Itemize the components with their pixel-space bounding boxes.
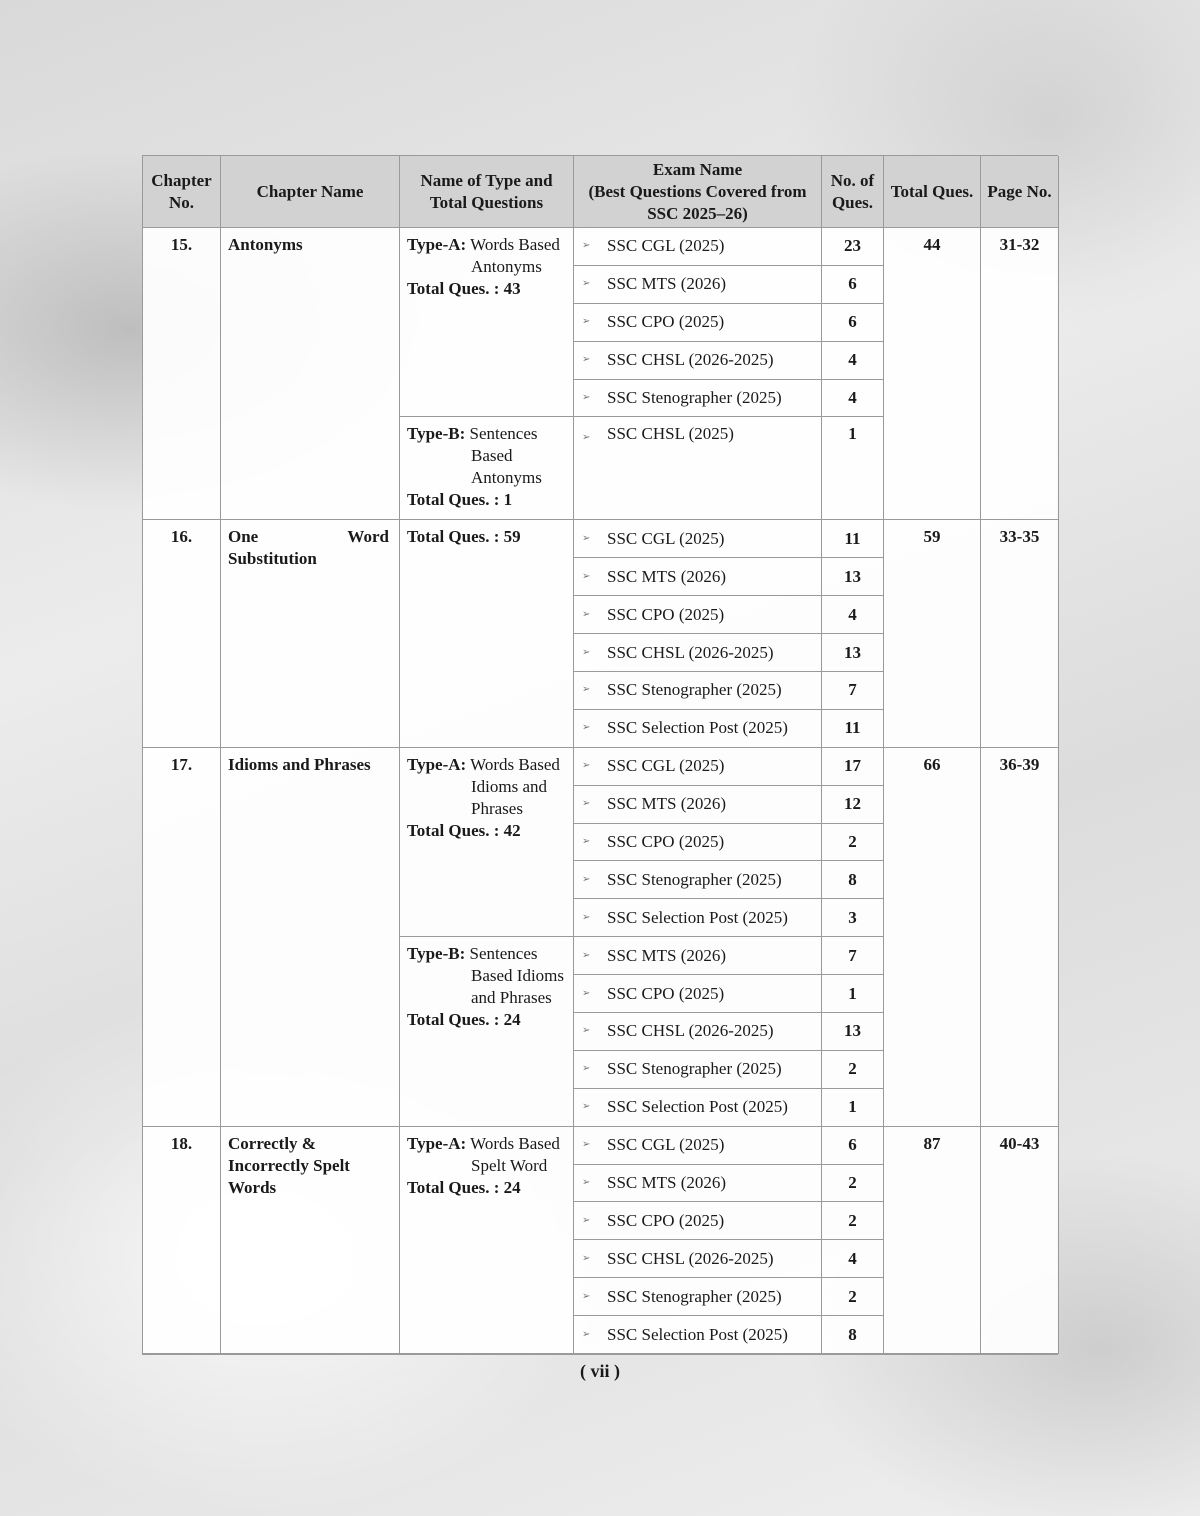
question-type (400, 1127, 574, 1354)
arrowhead-bullet-icon: ➢ (582, 646, 591, 658)
exam-question-count: 4 (822, 380, 884, 418)
arrowhead-bullet-icon: ➢ (582, 1328, 591, 1340)
arrowhead-bullet-icon: ➢ (582, 432, 591, 444)
exam-name (574, 1316, 822, 1354)
arrowhead-bullet-icon: ➢ (582, 836, 591, 848)
exam-question-count: 6 (822, 304, 884, 342)
exam-name (574, 1089, 822, 1127)
exam-question-count: 23 (822, 228, 884, 266)
exam-name-text: SSC Stenographer (2025) (607, 1286, 782, 1306)
exam-name (574, 417, 822, 520)
exam-name (574, 596, 822, 634)
exam-name-text: SSC CHSL (2026-2025) (607, 642, 774, 662)
exam-name-text: SSC CGL (2025) (607, 756, 725, 776)
exam-name (574, 1202, 822, 1240)
exam-name (574, 1278, 822, 1316)
type-label: Type-B: (407, 944, 466, 964)
type-name-first-line: Words Based (470, 1133, 560, 1153)
exam-name-text: SSC MTS (2026) (607, 794, 727, 814)
exam-name (574, 1240, 822, 1278)
chapter-number: 17. (143, 748, 221, 1127)
exam-name (574, 1127, 822, 1165)
exam-question-count: 1 (822, 417, 884, 520)
type-name-continued: Antonyms (471, 257, 542, 276)
type-name-first-line: Words Based (470, 754, 560, 774)
arrowhead-bullet-icon: ➢ (582, 354, 591, 366)
type-name-continued: Spelt Word (471, 1155, 548, 1175)
exam-name-text: SSC CGL (2025) (607, 1135, 725, 1155)
exam-name-text: SSC CPO (2025) (607, 312, 725, 332)
exam-question-count: 2 (822, 1202, 884, 1240)
arrowhead-bullet-icon: ➢ (582, 570, 591, 582)
exam-name-text: SSC CHSL (2025) (607, 424, 734, 444)
exam-question-count: 13 (822, 1013, 884, 1051)
chapter-total-ques: 87 (884, 1127, 981, 1354)
header-page-no: Page No. (981, 156, 1059, 228)
chapter-name: Correctly & Incorrectly Spelt Words (221, 1127, 400, 1354)
arrowhead-bullet-icon: ➢ (582, 1214, 591, 1226)
exam-name (574, 558, 822, 596)
header-type-and-total: Name of Type and Total Questions (400, 156, 574, 228)
arrowhead-bullet-icon: ➢ (582, 316, 591, 328)
exam-question-count: 4 (822, 342, 884, 380)
exam-name-text: SSC CHSL (2026-2025) (607, 1248, 774, 1268)
exam-question-count: 4 (822, 1240, 884, 1278)
exam-question-count: 2 (822, 1278, 884, 1316)
exam-question-count: 7 (822, 937, 884, 975)
type-name-first-line: Sentences (469, 944, 538, 964)
header-total-ques: Total Ques. (884, 156, 981, 228)
header-exam-name-title: Exam Name (652, 159, 743, 179)
type-total-ques: Total Ques. : 43 (407, 279, 521, 298)
exam-question-count: 4 (822, 596, 884, 634)
exam-question-count: 2 (822, 1051, 884, 1089)
question-type (400, 937, 574, 1126)
exam-name (574, 975, 822, 1013)
type-total-ques: Total Ques. : 24 (407, 1010, 521, 1030)
arrowhead-bullet-icon: ➢ (582, 873, 591, 885)
exam-name (574, 380, 822, 418)
chapter-name: One Word Substitution (221, 520, 400, 747)
exam-question-count: 13 (822, 558, 884, 596)
arrowhead-bullet-icon: ➢ (582, 760, 591, 772)
question-type (400, 417, 574, 520)
exam-question-count: 11 (822, 710, 884, 748)
exam-name (574, 304, 822, 342)
chapter-page-range: 40-43 (981, 1127, 1059, 1354)
header-chapter-no: Chapter No. (143, 156, 221, 228)
exam-name-text: SSC CHSL (2026-2025) (607, 1021, 774, 1041)
exam-name-text: SSC MTS (2026) (607, 945, 727, 965)
exam-question-count: 8 (822, 1316, 884, 1354)
arrowhead-bullet-icon: ➢ (582, 240, 591, 252)
exam-question-count: 8 (822, 861, 884, 899)
exam-name-text: SSC CGL (2025) (607, 528, 725, 548)
exam-name-text: SSC CPO (2025) (607, 1210, 725, 1230)
arrowhead-bullet-icon: ➢ (582, 1252, 591, 1264)
type-name-first-line: Sentences (469, 424, 538, 444)
exam-name (574, 634, 822, 672)
exam-name-text: SSC Stenographer (2025) (607, 1059, 782, 1079)
exam-name (574, 520, 822, 558)
exam-name-text: SSC CPO (2025) (607, 604, 725, 624)
exam-question-count: 1 (822, 975, 884, 1013)
chapter-page-range: 31-32 (981, 228, 1059, 520)
exam-question-count: 11 (822, 520, 884, 558)
arrowhead-bullet-icon: ➢ (582, 1063, 591, 1075)
header-chapter-name: Chapter Name (221, 156, 400, 228)
header-exam-name (574, 156, 822, 228)
exam-name-text: SSC CPO (2025) (607, 983, 725, 1003)
exam-name (574, 861, 822, 899)
exam-name (574, 672, 822, 710)
exam-name-text: SSC MTS (2026) (607, 274, 727, 294)
exam-question-count: 6 (822, 266, 884, 304)
arrowhead-bullet-icon: ➢ (582, 1177, 591, 1189)
exam-name (574, 710, 822, 748)
chapter-number: 18. (143, 1127, 221, 1354)
question-type (400, 228, 574, 417)
exam-name-text: SSC CHSL (2026-2025) (607, 350, 774, 370)
question-type (400, 748, 574, 937)
type-name-continued: Based Antonyms (471, 446, 542, 488)
exam-question-count: 13 (822, 634, 884, 672)
arrowhead-bullet-icon: ➢ (582, 1025, 591, 1037)
type-label: Type-A: (407, 1133, 467, 1153)
chapter-total-ques: 59 (884, 520, 981, 747)
type-total-ques: Total Ques. : 59 (407, 527, 521, 547)
exam-question-count: 3 (822, 899, 884, 937)
exam-name-text: SSC Selection Post (2025) (607, 1097, 788, 1117)
exam-name (574, 1051, 822, 1089)
type-total-ques: Total Ques. : 42 (407, 820, 521, 840)
type-label: Type-B: (407, 424, 466, 444)
page-number-footer: ( vii ) (580, 1361, 620, 1381)
chapter-page-range: 33-35 (981, 520, 1059, 747)
exam-question-count: 1 (822, 1089, 884, 1127)
exam-name-text: SSC Stenographer (2025) (607, 869, 782, 889)
exam-question-count: 12 (822, 786, 884, 824)
type-name-continued: Idioms and Phrases (471, 776, 548, 818)
arrowhead-bullet-icon: ➢ (582, 1290, 591, 1302)
exam-name-text: SSC MTS (2026) (607, 566, 727, 586)
chapter-total-ques: 66 (884, 748, 981, 1127)
chapter-total-ques: 44 (884, 228, 981, 520)
exam-name-text: SSC MTS (2026) (607, 1173, 727, 1193)
type-name-first-line: Words Based (470, 235, 560, 254)
arrowhead-bullet-icon: ➢ (582, 798, 591, 810)
exam-name-text: SSC Stenographer (2025) (607, 680, 782, 700)
exam-name (574, 786, 822, 824)
chapter-number: 15. (143, 228, 221, 520)
exam-name-text: SSC Selection Post (2025) (607, 1324, 788, 1344)
exam-question-count: 2 (822, 824, 884, 862)
exam-question-count: 2 (822, 1165, 884, 1203)
exam-name (574, 937, 822, 975)
type-label: Type-A: (407, 754, 467, 774)
arrowhead-bullet-icon: ➢ (582, 532, 591, 544)
arrowhead-bullet-icon: ➢ (582, 608, 591, 620)
chapter-name: Idioms and Phrases (221, 748, 400, 1127)
contents-table (142, 155, 1058, 1355)
exam-question-count: 6 (822, 1127, 884, 1165)
header-exam-name-subtitle: (Best Questions Covered from SSC 2025–26) (588, 181, 807, 223)
type-total-ques: Total Ques. : 1 (407, 490, 513, 510)
exam-name-text: SSC Selection Post (2025) (607, 718, 788, 738)
arrowhead-bullet-icon: ➢ (582, 278, 591, 290)
arrowhead-bullet-icon: ➢ (582, 949, 591, 961)
chapter-page-range: 36-39 (981, 748, 1059, 1127)
exam-name (574, 228, 822, 266)
exam-name-text: SSC CPO (2025) (607, 832, 725, 852)
arrowhead-bullet-icon: ➢ (582, 684, 591, 696)
chapter-number: 16. (143, 520, 221, 747)
exam-name (574, 342, 822, 380)
arrowhead-bullet-icon: ➢ (582, 722, 591, 734)
exam-name-text: SSC CGL (2025) (607, 236, 725, 256)
arrowhead-bullet-icon: ➢ (582, 392, 591, 403)
exam-name-text: SSC Stenographer (2025) (607, 388, 782, 407)
exam-name (574, 1013, 822, 1051)
chapter-name: Antonyms (221, 228, 400, 520)
exam-name (574, 266, 822, 304)
exam-question-count: 17 (822, 748, 884, 786)
exam-name (574, 899, 822, 937)
exam-name-text: SSC Selection Post (2025) (607, 907, 788, 927)
exam-name (574, 824, 822, 862)
question-type (400, 520, 574, 747)
arrowhead-bullet-icon: ➢ (582, 1139, 591, 1151)
header-no-of-ques: No. of Ques. (822, 156, 884, 228)
arrowhead-bullet-icon: ➢ (582, 987, 591, 999)
type-total-ques: Total Ques. : 24 (407, 1177, 521, 1197)
exam-name (574, 1165, 822, 1203)
type-name-continued: Based Idioms and Phrases (471, 966, 565, 1008)
exam-question-count: 7 (822, 672, 884, 710)
arrowhead-bullet-icon: ➢ (582, 911, 591, 923)
type-label: Type-A: (407, 235, 467, 254)
exam-name (574, 748, 822, 786)
arrowhead-bullet-icon: ➢ (582, 1101, 591, 1113)
